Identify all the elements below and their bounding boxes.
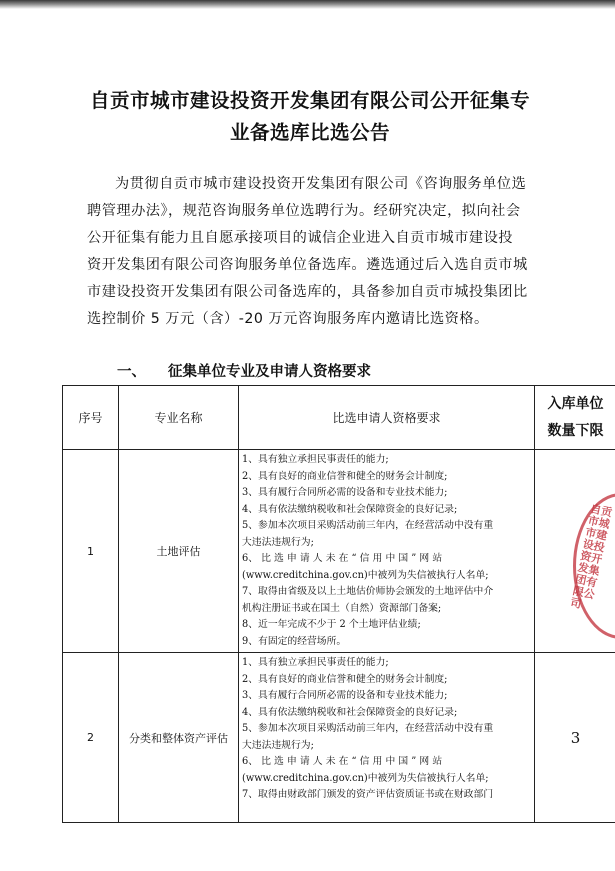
row-major: 土地评估	[119, 450, 239, 653]
req-line: 9、有固定的经营场所。	[242, 635, 347, 647]
header-major: 专业名称	[119, 386, 239, 450]
page-title-line-2: 业备选库比选公告	[229, 121, 390, 144]
req-line: 2、具有良好的商业信誉和健全的财务会计制度;	[242, 470, 448, 482]
req-line: 1、具有独立承担民事责任的能力;	[242, 454, 389, 465]
intro-line: 市建设投资开发集团有限公司备选库的，具备参加自贡市城投集团比	[87, 284, 528, 300]
row-number: 1	[63, 450, 119, 653]
scan-shadow	[0, 0, 615, 9]
header-cap-line-1: 入库单位	[547, 395, 604, 412]
req-line: 大违法违规行为;	[242, 739, 314, 751]
req-line: 机构注册证书或在国土（自然）资源部门备案;	[242, 602, 442, 614]
row-requirements	[239, 450, 535, 653]
table-header-row	[63, 386, 615, 450]
page-title-line-1: 自贡市城市建设投资开发集团有限公司公开征集专	[89, 89, 530, 112]
req-line: 5、参加本次项目采购活动前三年内，在经营活动中没有重	[242, 520, 494, 531]
req-line: 5、参加本次项目采购活动前三年内，在经营活动中没有重	[242, 723, 494, 734]
req-line: 4、具有依法缴纳税收和社会保障资金的良好记录;	[242, 706, 458, 718]
company-seal-text: 自贡市城市建设投资开发集团有限公司	[569, 502, 614, 611]
header-req: 比选申请人资格要求	[239, 386, 535, 450]
row-major: 分类和整体资产评估	[119, 653, 239, 823]
req-line: 6、 比 选 申 请 人 未 在 “ 信 用 中 国 ” 网 站	[242, 756, 443, 767]
req-line: 6、 比 选 申 请 人 未 在 “ 信 用 中 国 ” 网 站	[242, 553, 443, 564]
intro-line: 为贯彻自贡市城市建设投资开发集团有限公司《咨询服务单位选	[115, 176, 527, 192]
req-line: 大违法违规行为;	[242, 536, 314, 548]
req-line: 1、具有独立承担民事责任的能力;	[242, 657, 389, 668]
table-row	[63, 653, 615, 823]
req-line: 4、具有依法缴纳税收和社会保障资金的良好记录;	[242, 503, 458, 515]
req-line: 3、具有履行合同所必需的设备和专业技术能力;	[242, 487, 448, 498]
row-capacity: 3	[535, 653, 615, 823]
req-line: 8、近一年完成不少于 2 个土地评估业绩;	[242, 619, 421, 630]
req-line: (www.creditchina.gov.cn)中被列为失信被执行人名单;	[242, 772, 489, 784]
intro-line: 公开征集有能力且自愿承接项目的诚信企业进入自贡市城市建设投	[87, 230, 513, 246]
req-line: (www.creditchina.gov.cn)中被列为失信被执行人名单;	[242, 569, 489, 581]
section-number: 一、	[117, 364, 146, 380]
row-number: 2	[63, 653, 119, 823]
table-row	[63, 450, 615, 653]
row-requirements	[239, 653, 535, 823]
req-line: 2、具有良好的商业信誉和健全的财务会计制度;	[242, 673, 448, 685]
qualification-table	[62, 385, 615, 823]
header-cap	[535, 386, 615, 450]
intro-line: 资开发集团有限公司咨询服务单位备选库。遴选通过后入选自贡市城	[87, 257, 528, 273]
section-heading	[117, 360, 371, 381]
req-line: 7、取得由财政部门颁发的资产评估资质证书或在财政部门	[242, 789, 494, 800]
req-line: 3、具有履行合同所必需的设备和专业技术能力;	[242, 690, 448, 701]
intro-paragraph	[87, 171, 535, 333]
intro-line: 聘管理办法》，规范咨询服务单位选聘行为。经研究决定，拟向社会	[87, 203, 521, 219]
header-cap-line-2: 数量下限	[547, 422, 604, 439]
req-line: 7、取得由省级及以上土地估价师协会颁发的土地评估中介	[242, 586, 494, 597]
header-no: 序号	[63, 386, 119, 450]
section-title: 征集单位专业及申请人资格要求	[168, 364, 371, 380]
intro-line: 选控制价 5 万元（含）-20 万元咨询服务库内邀请比选资格。	[87, 311, 489, 327]
